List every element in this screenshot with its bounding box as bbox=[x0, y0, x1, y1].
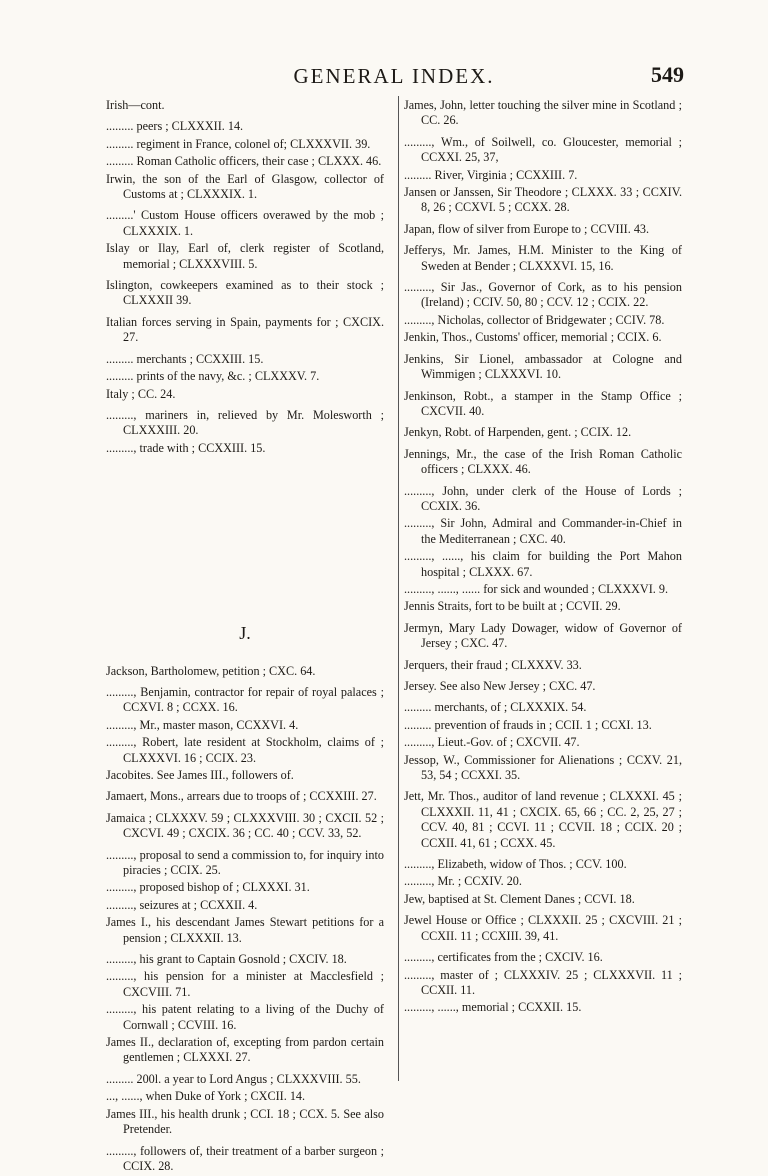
index-entry: ........., mariners in, relieved by Mr. Molesworth ; CLXXXIII. 20. bbox=[106, 407, 384, 438]
index-entry: Jessop, W., Commissioner for Alienations ; CCXV. 21, 53, 54 ; CCXXI. 35. bbox=[404, 752, 682, 783]
index-entry: Jamaert, Mons., arrears due to troops of ; CCXXIII. 27. bbox=[106, 789, 377, 804]
index-entry: Jenkin, Thos., Customs' officer, memorial ; CCIX. 6. bbox=[404, 330, 662, 345]
index-entry: Jacobites. See James III., followers of. bbox=[106, 767, 294, 782]
index-entry: Jerquers, their fraud ; CLXXXV. 33. bbox=[404, 657, 582, 672]
index-entry: ........., Sir John, Admiral and Commander-in-Chief in the Mediterranean ; CXC. 40. bbox=[404, 516, 682, 546]
index-section-i bbox=[106, 98, 384, 456]
index-entry: ........., his grant to Captain Gosnold ; CXCIV. 18. bbox=[106, 952, 347, 967]
index-entry: James III., his health drunk ; CCI. 18 ; CCX. 5. See also Pretender. bbox=[106, 1106, 384, 1137]
index-entry: ........., Nicholas, collector of Bridgewater ; CCIV. 78. bbox=[404, 312, 665, 327]
index-entry: .........' Custom House officers overawed by the mob ; CLXXXIX. 1. bbox=[106, 208, 384, 238]
index-entry: James, John, letter touching the silver mine in Scotland ; CC. 26. bbox=[404, 98, 682, 128]
index-entry: ........., ......, ...... for sick and wounded ; CLXXXVI. 9. bbox=[404, 581, 669, 596]
index-entry: ........., Sir Jas., Governor of Cork, as to his pension (Ireland) ; CCIV. 50, 80 ; CCV. 12 ; CCIX. 22. bbox=[404, 280, 682, 310]
index-entry: ........., ......, memorial ; CCXXII. 15. bbox=[404, 1000, 582, 1015]
index-entry: ......... River, Virginia ; CCXXIII. 7. bbox=[404, 167, 578, 182]
index-entry: ........., certificates from the ; CXCIV. 16. bbox=[404, 950, 603, 965]
index-entry: Jenkyn, Robt. of Harpenden, gent. ; CCIX. 12. bbox=[404, 425, 632, 440]
index-entry: Jewel House or Office ; CLXXXII. 25 ; CXCVIII. 21 ; CCXII. 11 ; CCXIII. 39, 41. bbox=[404, 913, 682, 943]
index-entry: ......... Roman Catholic officers, their case ; CLXXX. 46. bbox=[106, 154, 382, 169]
index-entry: ........., proposed bishop of ; CLXXXI. 31. bbox=[106, 880, 310, 895]
index-entry: Jansen or Janssen, Sir Theodore ; CLXXX. 33 ; CCXIV. 8, 26 ; CCXVI. 5 ; CCXX. 28. bbox=[404, 185, 682, 215]
index-entry: Jackson, Bartholomew, petition ; CXC. 64. bbox=[106, 663, 316, 678]
index-entry: ........., proposal to send a commission to, for inquiry into piracies ; CCIX. 25. bbox=[106, 847, 384, 877]
index-entry: Jenkins, Sir Lionel, ambassador at Cologne and Wimmigen ; CLXXXVI. 10. bbox=[404, 351, 682, 382]
index-entry: ..., ......, when Duke of York ; CXCII. 14. bbox=[106, 1089, 306, 1104]
index-entry: ........., his patent relating to a living of the Duchy of Cornwall ; CCVIII. 16. bbox=[106, 1002, 384, 1032]
index-entry: ........., ......, his claim for building the Port Mahon hospital ; CLXXX. 67. bbox=[404, 549, 682, 579]
index-entry: Jamaica ; CLXXXV. 59 ; CLXXXVIII. 30 ; CXCII. 52 ; CXCVI. 49 ; CXCIX. 36 ; CC. 40 ; CCV. 33, 52. bbox=[106, 810, 384, 841]
index-entry: ........., seizures at ; CCXXII. 4. bbox=[106, 897, 258, 912]
running-title: GENERAL INDEX. bbox=[293, 64, 495, 88]
index-entry: ........., followers of, their treatment of a barber surgeon ; CCIX. 28. bbox=[106, 1143, 384, 1173]
index-entry: Islington, cowkeepers examined as to their stock ; CLXXXII 39. bbox=[106, 278, 384, 308]
index-entry: ........., John, under clerk of the House of Lords ; CCXIX. 36. bbox=[404, 483, 682, 513]
index-entry: ........., Robert, late resident at Stockholm, claims of ; CLXXXVI. 16 ; CCIX. 23. bbox=[106, 735, 384, 765]
index-entry: ........., Elizabeth, widow of Thos. ; CCV. 100. bbox=[404, 857, 627, 872]
index-entry: Italy ; CC. 24. bbox=[106, 386, 176, 401]
section-letter-heading: J. bbox=[239, 623, 251, 644]
index-entry: Irwin, the son of the Earl of Glasgow, collector of Customs at ; CLXXXIX. 1. bbox=[106, 171, 384, 202]
index-entry: ......... prevention of frauds in ; CCII. 1 ; CCXI. 13. bbox=[404, 717, 652, 732]
index-entry: ........., Mr. ; CCXIV. 20. bbox=[404, 874, 522, 889]
column-divider bbox=[398, 96, 399, 1081]
index-entry: ......... merchants, of ; CLXXXIX. 54. bbox=[404, 700, 587, 715]
index-entry: James II., declaration of, excepting from pardon certain gentlemen ; CLXXXI. 27. bbox=[106, 1035, 384, 1065]
index-entry: Jett, Mr. Thos., auditor of land revenue ; CLXXXI. 45 ; CLXXXII. 11, 41 ; CXCIX. 65, 66 ; CC. 2, 25, 27 ; CCV. 40, 81 ; CCVI. 11 ; CCVII. 18 ; CCIX. 20 ; CCXII. 41, 61 ; CCXX. 45. bbox=[404, 789, 682, 850]
index-entry: Jenkinson, Robt., a stamper in the Stamp Office ; CXCVII. 40. bbox=[404, 388, 682, 418]
index-section-j-continued bbox=[404, 98, 682, 1016]
page-header bbox=[104, 64, 684, 90]
index-entry: Jermyn, Mary Lady Dowager, widow of Governor of Jersey ; CXC. 47. bbox=[404, 620, 682, 651]
index-entry: Jennis Straits, fort to be built at ; CCVII. 29. bbox=[404, 599, 621, 614]
index-entry: Italian forces serving in Spain, payments for ; CXCIX. 27. bbox=[106, 314, 384, 345]
left-column bbox=[106, 98, 384, 1176]
index-entry: Jew, baptised at St. Clement Danes ; CCVI. 18. bbox=[404, 891, 635, 906]
index-entry: Japan, flow of silver from Europe to ; CCVIII. 43. bbox=[404, 221, 650, 236]
index-entry: ........., master of ; CLXXXIV. 25 ; CLXXXVII. 11 ; CCXII. 11. bbox=[404, 967, 682, 997]
index-entry: Jersey. See also New Jersey ; CXC. 47. bbox=[404, 679, 596, 693]
index-entry: ......... prints of the navy, &c. ; CLXXXV. 7. bbox=[106, 369, 320, 384]
index-entry: ......... merchants ; CCXXIII. 15. bbox=[106, 351, 264, 366]
index-entry: ......... regiment in France, colonel of; CLXXXVII. 39. bbox=[106, 136, 371, 151]
right-column bbox=[404, 98, 682, 1018]
index-entry: ......... peers ; CLXXXII. 14. bbox=[106, 119, 244, 134]
index-entry: Jefferys, Mr. James, H.M. Minister to the King of Sweden at Bender ; CLXXXVI. 15, 16. bbox=[404, 243, 682, 273]
index-entry: James I., his descendant James Stewart petitions for a pension ; CLXXXII. 13. bbox=[106, 915, 384, 945]
index-entry: ........., Lieut.-Gov. of ; CXCVII. 47. bbox=[404, 735, 580, 750]
index-entry: Islay or Ilay, Earl of, clerk register of Scotland, memorial ; CLXXXVIII. 5. bbox=[106, 241, 384, 271]
index-entry: Jennings, Mr., the case of the Irish Roman Catholic officers ; CLXXX. 46. bbox=[404, 446, 682, 477]
index-entry: ........., Mr., master mason, CCXXVI. 4. bbox=[106, 717, 299, 732]
index-entry: ........., Benjamin, contractor for repair of royal palaces ; CCXVI. 8 ; CCXX. 16. bbox=[106, 684, 384, 715]
index-entry: ......... 200l. a year to Lord Angus ; CLXXXVIII. 55. bbox=[106, 1071, 361, 1086]
index-entry: ........., Wm., of Soilwell, co. Gloucester, memorial ; CCXXI. 25, 37, bbox=[404, 134, 682, 165]
index-section-j bbox=[106, 664, 384, 1175]
index-entry: ........., trade with ; CCXXIII. 15. bbox=[106, 440, 266, 455]
index-entry: ........., his pension for a minister at Macclesfield ; CXCVIII. 71. bbox=[106, 969, 384, 999]
page-number: 549 bbox=[651, 62, 684, 87]
index-entry: Irish—cont. bbox=[106, 98, 165, 112]
